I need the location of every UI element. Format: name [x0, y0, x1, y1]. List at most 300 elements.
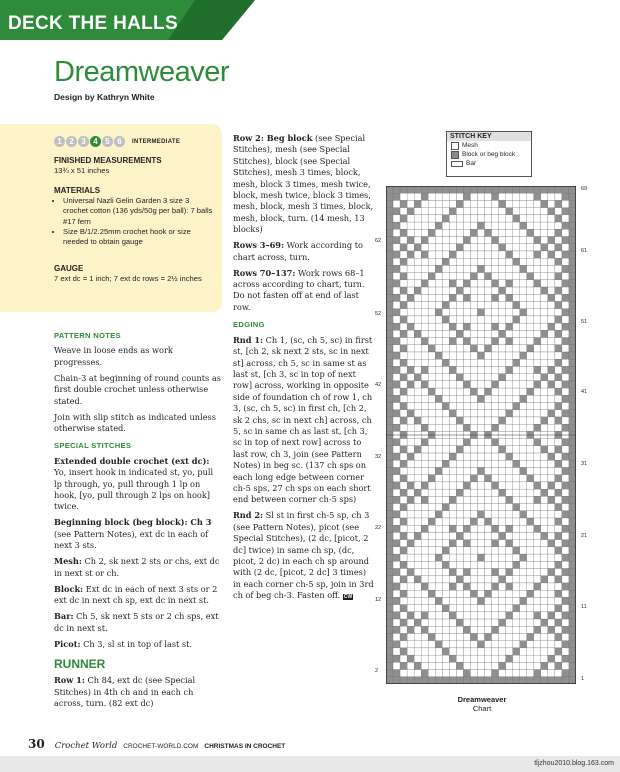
chart-cell-mesh [513, 583, 520, 590]
chart-cell-mesh [421, 352, 428, 359]
chart-cell-mesh [485, 244, 492, 251]
chart-cell-mesh [442, 208, 449, 215]
chart-cell-mesh [548, 619, 555, 626]
chart-cell-mesh [477, 662, 484, 669]
chart-cell-mesh [428, 338, 435, 345]
chart-cell-mesh [428, 215, 435, 222]
chart-cell-block [407, 294, 414, 301]
chart-cell-block [506, 208, 513, 215]
chart-cell-block [492, 439, 499, 446]
chart-cell-mesh [506, 258, 513, 265]
chart-cell-mesh [541, 366, 548, 373]
chart-cell-mesh [492, 662, 499, 669]
chart-cell-mesh [470, 265, 477, 272]
chart-cell-mesh [513, 287, 520, 294]
chart-cell-block [555, 403, 562, 410]
chart-cell-mesh [527, 237, 534, 244]
gauge-value: 7 ext dc = 1 inch; 7 ext dc rows = 2½ inches [54, 274, 202, 284]
chart-cell-mesh [470, 359, 477, 366]
chart-cell-mesh [520, 381, 527, 388]
chart-cell-mesh [520, 648, 527, 655]
chart-cell-mesh [449, 467, 456, 474]
chart-cell-mesh [513, 597, 520, 604]
chart-cell-block [562, 237, 569, 244]
chart-cell-mesh [442, 597, 449, 604]
chart-cell-mesh [477, 540, 484, 547]
chart-cell-mesh [393, 345, 400, 352]
chart-cell-mesh [414, 597, 421, 604]
edging-rnd-2: Rnd 2: Sl st in first ch-5 sp, ch 3 (see Pattern Notes), picot (see Special Stitches), (2 dc, [picot, 2 dc] twice) in same ch sp, (dc, picot, 2 dc) in each ch sp around with (2 dc, [picot, 2 dc] 3 times) in each corner ch-5 sp, join in 3rd ch of beg ch-3. Fasten off. CW [233, 510, 374, 601]
chart-cell-mesh [414, 554, 421, 561]
row-label: 61 [581, 248, 588, 254]
chart-cell-mesh [400, 525, 407, 532]
chart-cell-mesh [442, 670, 449, 677]
chart-cell-block [555, 374, 562, 381]
chart-cell-mesh [548, 489, 555, 496]
chart-cell-mesh [435, 316, 442, 323]
chart-cell-block [400, 504, 407, 511]
chart-cell-mesh [428, 482, 435, 489]
chart-cell-block [407, 540, 414, 547]
chart-cell-mesh [456, 381, 463, 388]
chart-cell-mesh [534, 662, 541, 669]
chart-cell-block [393, 309, 400, 316]
chart-cell-mesh [421, 460, 428, 467]
chart-cell-mesh [463, 648, 470, 655]
chart-cell-mesh [463, 518, 470, 525]
chart-cell-mesh [393, 532, 400, 539]
chart-cell-block [534, 670, 541, 677]
chart-cell-mesh [463, 641, 470, 648]
chart-cell-block [386, 460, 393, 467]
chart-cell-block [407, 251, 414, 258]
chart-cell-mesh [520, 366, 527, 373]
chart-cell-mesh [534, 489, 541, 496]
chart-cell-block [548, 323, 555, 330]
chart-cell-block [393, 323, 400, 330]
chart-cell-block [386, 482, 393, 489]
chart-cell-mesh [421, 540, 428, 547]
chart-cell-mesh [421, 605, 428, 612]
chart-cell-mesh [485, 583, 492, 590]
chart-cell-mesh [435, 482, 442, 489]
chart-cell-mesh [534, 208, 541, 215]
chart-cell-mesh [485, 453, 492, 460]
chart-cell-mesh [435, 561, 442, 568]
chart-cell-mesh [407, 301, 414, 308]
chart-cell-mesh [456, 352, 463, 359]
chart-cell-mesh [520, 518, 527, 525]
chart-cell-mesh [492, 518, 499, 525]
chart-cell-mesh [492, 258, 499, 265]
chart-cell-mesh [428, 381, 435, 388]
chart-cell-mesh [499, 612, 506, 619]
chart-cell-block [569, 323, 576, 330]
chart-cell-block [414, 619, 421, 626]
issue-name: CHRISTMAS IN CROCHET [204, 743, 286, 750]
chart-cell-block [520, 222, 527, 229]
chart-cell-mesh [463, 366, 470, 373]
chart-cell-mesh [407, 504, 414, 511]
chart-cell-mesh [428, 605, 435, 612]
chart-cell-mesh [520, 410, 527, 417]
chart-cell-mesh [400, 280, 407, 287]
page-number: 30 [28, 737, 45, 751]
chart-cell-mesh [442, 439, 449, 446]
chart-cell-mesh [400, 366, 407, 373]
chart-cell-mesh [485, 489, 492, 496]
chart-cell-block [534, 381, 541, 388]
chart-cell-mesh [506, 424, 513, 431]
chart-cell-mesh [414, 561, 421, 568]
chart-cell-mesh [527, 619, 534, 626]
chart-cell-mesh [477, 287, 484, 294]
chart-cell-block [569, 561, 576, 568]
chart-cell-mesh [400, 540, 407, 547]
chart-cell-mesh [534, 352, 541, 359]
chart-cell-mesh [414, 251, 421, 258]
chart-cell-mesh [428, 222, 435, 229]
chart-cell-mesh [428, 366, 435, 373]
chart-cell-block [492, 237, 499, 244]
chart-cell-block [527, 633, 534, 640]
chart-cell-mesh [477, 374, 484, 381]
chart-cell-mesh [485, 482, 492, 489]
chart-cell-block [555, 605, 562, 612]
chart-cell-mesh [562, 316, 569, 323]
chart-cell-block [562, 453, 569, 460]
chart-cell-block [569, 200, 576, 207]
chart-cell-mesh [541, 475, 548, 482]
chart-cell-block [414, 330, 421, 337]
chart-cell-mesh [407, 670, 414, 677]
chart-cell-mesh [393, 648, 400, 655]
chart-cell-block [386, 215, 393, 222]
chart-cell-block [393, 554, 400, 561]
chart-cell-block [386, 374, 393, 381]
chart-cell-mesh [463, 265, 470, 272]
chart-cell-mesh [562, 633, 569, 640]
chart-cell-block [386, 547, 393, 554]
chart-cell-block [527, 388, 534, 395]
chart-cell-block [428, 388, 435, 395]
chart-cell-mesh [456, 251, 463, 258]
chart-cell-mesh [534, 316, 541, 323]
row-label: 42 [375, 382, 382, 388]
chart-cell-block [421, 338, 428, 345]
chart-cell-mesh [506, 215, 513, 222]
chart-cell-mesh [477, 504, 484, 511]
chart-cell-mesh [485, 410, 492, 417]
chart-cell-mesh [414, 338, 421, 345]
chart-cell-mesh [527, 532, 534, 539]
chart-cell-block [569, 655, 576, 662]
chart-cell-mesh [477, 633, 484, 640]
chart-cell-mesh [414, 273, 421, 280]
chart-cell-mesh [555, 626, 562, 633]
chart-cell-block [534, 677, 541, 684]
chart-cell-mesh [513, 237, 520, 244]
chart-cell-mesh [527, 200, 534, 207]
chart-cell-mesh [407, 395, 414, 402]
chart-cell-mesh [548, 518, 555, 525]
chart-cell-block [562, 352, 569, 359]
chart-cell-mesh [548, 561, 555, 568]
chart-cell-mesh [527, 366, 534, 373]
chart-cell-mesh [548, 475, 555, 482]
chart-cell-mesh [407, 200, 414, 207]
chart-cell-mesh [428, 301, 435, 308]
chart-cell-block [386, 222, 393, 229]
chart-cell-mesh [548, 316, 555, 323]
chart-cell-mesh [548, 395, 555, 402]
chart-cell-mesh [534, 330, 541, 337]
chart-cell-mesh [393, 215, 400, 222]
chart-cell-block [527, 273, 534, 280]
chart-cell-mesh [520, 193, 527, 200]
chart-cell-mesh [421, 569, 428, 576]
chart-cell-mesh [548, 554, 555, 561]
chart-cell-mesh [506, 330, 513, 337]
chart-cell-block [492, 280, 499, 287]
chart-cell-block [393, 280, 400, 287]
chart-cell-mesh [555, 482, 562, 489]
chart-cell-mesh [421, 511, 428, 518]
chart-cell-mesh [435, 626, 442, 633]
chart-cell-block [428, 633, 435, 640]
chart-cell-block [393, 186, 400, 193]
chart-cell-block [534, 496, 541, 503]
chart-cell-mesh [541, 215, 548, 222]
chart-cell-block [393, 395, 400, 402]
chart-cell-mesh [470, 453, 477, 460]
chart-cell-mesh [541, 612, 548, 619]
chart-cell-block [435, 554, 442, 561]
chart-cell-mesh [414, 641, 421, 648]
chart-cell-mesh [541, 569, 548, 576]
chart-cell-block [386, 605, 393, 612]
chart-cell-mesh [555, 410, 562, 417]
chart-cell-mesh [456, 518, 463, 525]
chart-cell-mesh [527, 446, 534, 453]
chart-cell-mesh [428, 359, 435, 366]
chart-cell-mesh [435, 193, 442, 200]
chart-cell-mesh [477, 338, 484, 345]
chart-cell-block [534, 612, 541, 619]
chart-cell-mesh [449, 200, 456, 207]
chart-cell-block [421, 193, 428, 200]
chart-cell-mesh [477, 200, 484, 207]
chart-cell-mesh [485, 460, 492, 467]
chart-cell-mesh [527, 359, 534, 366]
chart-cell-block [463, 569, 470, 576]
chart-cell-mesh [414, 525, 421, 532]
chart-cell-block [492, 626, 499, 633]
pattern-note: Weave in loose ends as work progresses. [54, 345, 173, 367]
chart-cell-mesh [470, 208, 477, 215]
chart-cell-block [400, 388, 407, 395]
chart-cell-mesh [534, 619, 541, 626]
chart-cell-block [400, 475, 407, 482]
chart-cell-mesh [442, 222, 449, 229]
chart-cell-block [562, 612, 569, 619]
chart-cell-block [400, 215, 407, 222]
chart-cell-mesh [513, 518, 520, 525]
chart-cell-block [562, 626, 569, 633]
chart-cell-block [393, 237, 400, 244]
chart-cell-mesh [527, 287, 534, 294]
chart-cell-mesh [499, 482, 506, 489]
chart-cell-block [499, 200, 506, 207]
chart-cell-block [569, 208, 576, 215]
chart-cell-mesh [477, 301, 484, 308]
chart-cell-mesh [456, 395, 463, 402]
chart-cell-block [386, 309, 393, 316]
chart-cell-block [386, 294, 393, 301]
chart-cell-block [386, 193, 393, 200]
chart-cell-mesh [555, 280, 562, 287]
chart-cell-block [541, 417, 548, 424]
chart-cell-mesh [527, 439, 534, 446]
chart-cell-block [435, 222, 442, 229]
chart-cell-mesh [506, 395, 513, 402]
chart-cell-block [386, 518, 393, 525]
chart-cell-mesh [428, 446, 435, 453]
chart-cell-mesh [506, 576, 513, 583]
chart-cell-block [428, 345, 435, 352]
stitch-key [446, 131, 532, 177]
chart-cell-block [435, 641, 442, 648]
chart-cell-mesh [513, 294, 520, 301]
chart-cell-mesh [456, 316, 463, 323]
chart-cell-mesh [470, 648, 477, 655]
chart-cell-mesh [442, 518, 449, 525]
chart-cell-block [541, 532, 548, 539]
chart-cell-mesh [541, 453, 548, 460]
chart-cell-mesh [463, 504, 470, 511]
chart-cell-block [407, 381, 414, 388]
bar-swatch-icon [451, 161, 463, 167]
chart-cell-mesh [499, 345, 506, 352]
chart-cell-mesh [527, 511, 534, 518]
chart-cell-mesh [541, 280, 548, 287]
chart-cell-block [386, 504, 393, 511]
chart-cell-mesh [414, 193, 421, 200]
chart-cell-block [386, 359, 393, 366]
chart-cell-block [463, 323, 470, 330]
chart-cell-mesh [527, 612, 534, 619]
chart-cell-mesh [421, 597, 428, 604]
chart-cell-block [421, 626, 428, 633]
chart-cell-mesh [414, 366, 421, 373]
chart-cell-block [485, 633, 492, 640]
chart-cell-mesh [499, 540, 506, 547]
chart-cell-mesh [499, 561, 506, 568]
chart-cell-mesh [421, 374, 428, 381]
chart-cell-mesh [470, 605, 477, 612]
chart-cell-block [541, 244, 548, 251]
chart-cell-mesh [407, 244, 414, 251]
chart-cell-mesh [506, 467, 513, 474]
chart-cell-block [548, 251, 555, 258]
chart-cell-block [520, 265, 527, 272]
chart-cell-block [541, 489, 548, 496]
chart-cell-mesh [407, 258, 414, 265]
chart-cell-block [569, 186, 576, 193]
chart-cell-block [492, 294, 499, 301]
chart-cell-mesh [477, 605, 484, 612]
chart-cell-block [562, 597, 569, 604]
chart-cell-block [463, 583, 470, 590]
chart-cell-mesh [492, 496, 499, 503]
chart-cell-block [541, 619, 548, 626]
chart-cell-block [386, 403, 393, 410]
chart-cell-mesh [534, 540, 541, 547]
chart-cell-mesh [513, 251, 520, 258]
chart-cell-mesh [520, 626, 527, 633]
chart-cell-block [435, 677, 442, 684]
chart-cell-mesh [541, 222, 548, 229]
chart-cell-block [527, 677, 534, 684]
chart-cell-mesh [548, 280, 555, 287]
chart-cell-mesh [492, 330, 499, 337]
chart-cell-mesh [407, 532, 414, 539]
chart-cell-block [534, 338, 541, 345]
chart-cell-mesh [393, 200, 400, 207]
chart-cell-mesh [513, 265, 520, 272]
chart-cell-mesh [449, 345, 456, 352]
chart-cell-mesh [499, 525, 506, 532]
chart-cell-mesh [442, 193, 449, 200]
chart-cell-mesh [492, 359, 499, 366]
finished-measurements [54, 156, 214, 176]
row-label: 11 [581, 604, 587, 610]
chart-cell-block [485, 345, 492, 352]
chart-cell-mesh [562, 417, 569, 424]
chart-cell-block [386, 467, 393, 474]
chart-cell-mesh [428, 547, 435, 554]
chart-cell-block [393, 338, 400, 345]
chart-cell-mesh [463, 222, 470, 229]
runner-heading: RUNNER [54, 656, 106, 671]
key-block: Block or beg block [447, 150, 531, 159]
chart-cell-block [534, 424, 541, 431]
chart-cell-mesh [470, 554, 477, 561]
chart-cell-block [569, 244, 576, 251]
chart-cell-mesh [527, 403, 534, 410]
chart-cell-mesh [520, 244, 527, 251]
chart-cell-block [386, 576, 393, 583]
chart-cell-mesh [470, 338, 477, 345]
chart-cell-block [414, 186, 421, 193]
chart-cell-mesh [541, 352, 548, 359]
chart-cell-mesh [555, 655, 562, 662]
chart-cell-mesh [513, 338, 520, 345]
chart-cell-mesh [485, 359, 492, 366]
chart-cell-block [534, 237, 541, 244]
chart-cell-mesh [485, 417, 492, 424]
chart-cell-block [506, 186, 513, 193]
chart-cell-mesh [485, 294, 492, 301]
chart-cell-mesh [428, 467, 435, 474]
chart-cell-mesh [435, 619, 442, 626]
chart-cell-block [428, 518, 435, 525]
chart-cell-block [442, 359, 449, 366]
chart-cell-mesh [477, 561, 484, 568]
chart-cell-block [569, 460, 576, 467]
row-label: 2 [375, 668, 379, 674]
chart-cell-mesh [414, 309, 421, 316]
